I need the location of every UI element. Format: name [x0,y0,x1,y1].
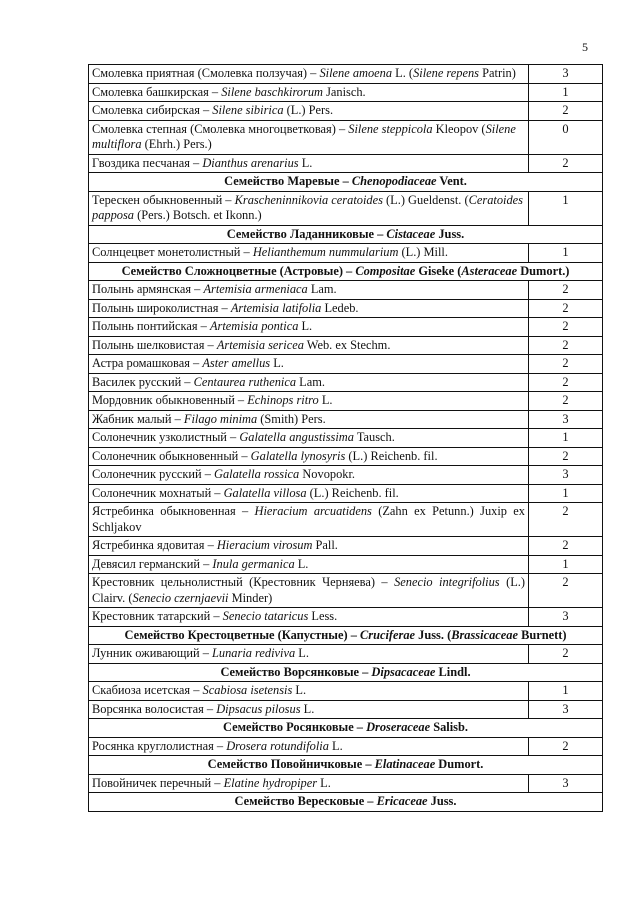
species-author: L. [300,701,315,716]
species-row [89,447,603,466]
species-name-ru: Полынь шелковистая – [92,337,217,352]
species-name-ru: Крестовник цельнолистный (Крестовник Черняева) – [92,575,395,589]
species-name-ru: Жабник малый – [92,411,184,426]
species-name-cell [89,737,529,756]
species-author: Ledeb. [321,300,359,315]
species-name-cell [89,244,529,263]
species-name-cell [89,83,529,102]
family-author: Lindl. [435,664,471,679]
family-header-row [89,756,603,775]
species-row [89,281,603,300]
species-name-cell [89,682,529,701]
species-synonym-author: (Ehrh.) Pers.) [141,137,212,151]
species-name-ru: Лунник оживающий – [92,646,213,660]
species-author: L. [317,775,331,790]
species-row [89,83,603,102]
family-name-latin: Droseraceae [366,720,431,734]
species-row [89,608,603,627]
species-count-cell: 2 [529,154,603,173]
species-count-cell: 1 [529,244,603,263]
species-name-cell [89,102,529,121]
family-name-ru: Семейство Росянковые – [223,720,367,734]
family-author: Dumort. [435,757,484,771]
family-header-cell [89,225,603,244]
family-name-ru: Семейство Ладанниковые – [226,226,387,241]
family-header-row [89,262,603,281]
species-row [89,392,603,411]
species-name-cell [89,774,529,793]
species-count-cell: 2 [529,503,603,537]
species-name-latin: Galatella rossica [214,467,300,481]
species-author: Kleopov ( [432,121,486,136]
species-author: L. [328,738,343,753]
species-name-ru: Гвоздика песчаная – [92,155,203,170]
species-name-cell [89,191,529,225]
species-name-cell [89,429,529,448]
species-author: Less. [308,609,338,623]
species-name-cell [89,373,529,392]
species-row [89,102,603,121]
species-count-cell: 2 [529,102,603,121]
species-name-cell [89,299,529,318]
species-name-ru: Ворсянка волосистая – [92,701,217,716]
family-name-ru: Семейство Сложноцветные (Астровые) – [121,263,356,278]
species-count-cell: 2 [529,336,603,355]
family-synonym-author: Burnett) [517,627,567,642]
family-name-ru: Семейство Маревые – [224,174,352,188]
species-name-ru: Повойничек перечный – [92,775,224,790]
species-name-latin: Centaurea ruthenica [193,374,297,389]
species-count-cell: 2 [529,373,603,392]
species-count-cell: 1 [529,429,603,448]
species-row [89,737,603,756]
species-author: (Zahn ex Petunn.) Juxip ex Schljakov [92,504,525,534]
species-name-cell [89,154,529,173]
species-count-cell: 3 [529,774,603,793]
species-name-latin: Scabiosa isetensis [202,683,293,697]
family-synonym-latin: Asteraceae [461,263,518,278]
species-name-ru: Мордовник обыкновенный – [92,393,248,407]
species-name-ru: Солнцецвет монетолистный – [92,245,253,259]
species-name-latin: Elatine hydropiper [223,775,318,790]
species-name-latin: Hieracium arcuatidens [254,504,372,518]
species-synonym-author: (Pers.) Botsch. et Ikonn.) [134,208,262,222]
species-name-latin: Inula germanica [212,556,295,571]
species-author: Tausch. [353,430,395,444]
species-synonym-author: Minder) [228,590,273,605]
species-name-latin: Drosera rotundifolia [226,738,329,753]
species-row [89,336,603,355]
species-count-cell: 2 [529,355,603,374]
species-count-cell: 3 [529,466,603,485]
species-count-cell: 1 [529,555,603,574]
species-count-cell: 2 [529,645,603,664]
species-name-cell [89,392,529,411]
species-count-cell: 3 [529,65,603,84]
species-name-latin: Artemisia pontica [209,319,299,333]
species-name-latin: Artemisia armeniaca [203,282,308,296]
species-name-ru: Полынь армянская – [92,282,204,296]
species-author: (Smith) Pers. [257,411,326,426]
species-name-latin: Lunaria rediviva [212,646,296,660]
species-name-latin: Silene steppicola [348,121,433,136]
species-name-latin: Silene sibirica [212,103,284,117]
species-row [89,373,603,392]
species-name-latin: Senecio tataricus [222,609,309,623]
species-name-latin: Dipsacus pilosus [216,701,301,716]
species-count-cell: 1 [529,191,603,225]
species-row [89,154,603,173]
species-row [89,537,603,556]
species-name-cell [89,700,529,719]
species-name-cell [89,537,529,556]
species-name-ru: Солонечник обыкновенный – [92,448,251,463]
species-name-ru: Солонечник узколистный – [92,430,240,444]
species-name-cell [89,410,529,429]
species-count-cell: 2 [529,737,603,756]
family-synonym-latin: Brassicaceae [451,627,518,642]
family-header-cell [89,793,603,812]
species-count-cell: 2 [529,537,603,556]
species-name-latin: Krascheninnikovia ceratoides [234,192,383,207]
species-row [89,774,603,793]
species-count-cell: 1 [529,83,603,102]
page-number: 5 [582,40,588,54]
species-name-ru: Росянка круглолистная – [92,738,227,753]
species-count-cell: 2 [529,281,603,300]
species-name-latin: Dianthus arenarius [202,155,299,170]
species-name-ru: Астра ромашковая – [92,356,203,370]
species-name-ru: Солонечник русский – [92,467,215,481]
family-author: Juss. ( [415,627,452,642]
family-author: Vent. [436,174,467,188]
species-author: (L.) Clairv. ( [92,575,525,605]
species-name-cell [89,281,529,300]
species-name-cell [89,318,529,337]
family-name-ru: Семейство Повойничковые – [207,757,375,771]
species-name-cell [89,447,529,466]
species-author: L. [295,646,309,660]
family-header-row [89,626,603,645]
family-name-ru: Семейство Крестоцветные (Капустные) – [124,627,360,642]
species-author: (L.) Reichenb. fil. [306,485,399,500]
family-author: Juss. [427,794,457,808]
species-row [89,299,603,318]
species-author: L. [294,556,309,571]
species-name-latin: Echinops ritro [247,393,319,407]
species-row [89,65,603,84]
family-name-ru: Семейство Вересковые – [234,794,377,808]
species-row [89,466,603,485]
family-header-cell [89,173,603,192]
species-row [89,503,603,537]
species-synonym-latin: Ceratoides papposa [92,192,524,222]
species-name-ru: Полынь широколистная – [92,300,231,315]
species-name-latin: Helianthemum nummularium [252,245,399,259]
species-name-ru: Смолевка степная (Смолевка многоцветковая) – [92,121,349,136]
species-name-ru: Ястребинка ядовитая – [92,538,217,552]
species-row [89,555,603,574]
species-name-ru: Ястребинка обыкновенная – [92,504,255,518]
species-author: L. ( [392,66,414,80]
family-synonym-author: Dumort.) [517,263,570,278]
family-header-cell [89,663,603,682]
species-author: L. [318,393,333,407]
species-row [89,574,603,608]
species-synonym-latin: Silene multiflora [92,121,516,151]
species-name-ru: Терескен обыкновенный – [92,192,235,207]
species-name-latin: Galatella angustissima [239,430,354,444]
family-name-latin: Elatinaceae [374,757,436,771]
species-count-cell: 2 [529,392,603,411]
family-header-row [89,719,603,738]
species-name-cell [89,65,529,84]
species-name-latin: Silene amoena [319,66,393,80]
species-name-ru: Девясил германский – [92,556,213,571]
species-name-cell [89,120,529,154]
species-name-cell [89,608,529,627]
species-name-latin: Artemisia sericea [216,337,304,352]
species-row [89,682,603,701]
species-name-cell [89,355,529,374]
species-row [89,410,603,429]
species-name-ru: Смолевка приятная (Смолевка ползучая) – [92,66,320,80]
family-header-cell [89,626,603,645]
species-name-cell [89,336,529,355]
species-name-cell [89,555,529,574]
species-count-cell: 2 [529,318,603,337]
species-synonym-latin: Senecio czernjaevii [132,590,229,605]
species-author: L. [298,319,313,333]
family-name-latin: Cruciferae [359,627,416,642]
species-name-ru: Скабиоза исетская – [92,683,203,697]
species-count-cell: 3 [529,700,603,719]
family-name-ru: Семейство Ворсянковые – [220,664,372,679]
species-count-cell: 2 [529,299,603,318]
species-table-body [89,65,603,812]
species-name-latin: Aster amellus [202,356,271,370]
family-name-latin: Chenopodiaceae [351,174,437,188]
species-name-cell [89,574,529,608]
family-name-latin: Compositae [355,263,416,278]
species-name-latin: Silene baschkirorum [221,84,323,99]
species-count-cell: 3 [529,608,603,627]
species-name-ru: Солонечник мохнатый – [92,485,224,500]
species-name-latin: Filago minima [183,411,258,426]
species-row [89,355,603,374]
species-name-cell [89,645,529,664]
species-row [89,191,603,225]
family-author: Salisb. [430,720,468,734]
species-name-latin: Artemisia latifolia [230,300,322,315]
species-name-ru: Крестовник татарский – [92,609,223,623]
species-synonym-latin: Silene repens [413,66,480,80]
species-author: Novopokr. [299,467,356,481]
species-author: (L.) Gueldenst. ( [382,192,469,207]
family-author: Juss. [435,226,465,241]
species-author: (L.) Pers. [283,103,334,117]
species-author: Janisch. [322,84,366,99]
family-name-latin: Dipsacaceae [371,664,436,679]
species-count-cell: 1 [529,682,603,701]
species-table [88,64,603,812]
species-name-cell [89,503,529,537]
family-name-latin: Cistaceae [386,226,436,241]
species-author: Lam. [296,374,325,389]
species-count-cell: 3 [529,410,603,429]
species-count-cell: 0 [529,120,603,154]
species-name-latin: Hieracium virosum [216,538,313,552]
family-name-latin: Ericaceae [376,794,428,808]
family-header-cell [89,262,603,281]
species-row [89,120,603,154]
species-author: Lam. [307,282,337,296]
species-name-cell [89,484,529,503]
species-author: (L.) Reichenb. fil. [345,448,438,463]
species-name-latin: Senecio integrifolius [394,575,500,589]
family-header-cell [89,719,603,738]
species-row [89,645,603,664]
species-author: L. [270,356,284,370]
species-name-cell [89,466,529,485]
family-header-cell [89,756,603,775]
species-count-cell: 2 [529,447,603,466]
species-synonym-author: Patrin) [479,66,516,80]
species-name-ru: Смолевка сибирская – [92,103,213,117]
species-author: L. [298,155,313,170]
family-author: Giseke ( [415,263,462,278]
family-header-row [89,663,603,682]
species-row [89,318,603,337]
species-author: (L.) Mill. [398,245,448,259]
species-name-latin: Galatella lynosyris [250,448,346,463]
family-header-row [89,225,603,244]
species-row [89,700,603,719]
species-author: Web. ex Stechm. [303,337,391,352]
species-author: L. [292,683,307,697]
family-header-row [89,793,603,812]
species-row [89,484,603,503]
species-author: Pall. [312,538,338,552]
species-name-ru: Смолевка башкирская – [92,84,222,99]
species-row [89,429,603,448]
family-header-row [89,173,603,192]
species-row [89,244,603,263]
species-name-ru: Полынь понтийская – [92,319,210,333]
species-name-latin: Galatella villosa [223,485,307,500]
species-name-ru: Василек русский – [92,374,194,389]
species-count-cell: 1 [529,484,603,503]
species-count-cell: 2 [529,574,603,608]
